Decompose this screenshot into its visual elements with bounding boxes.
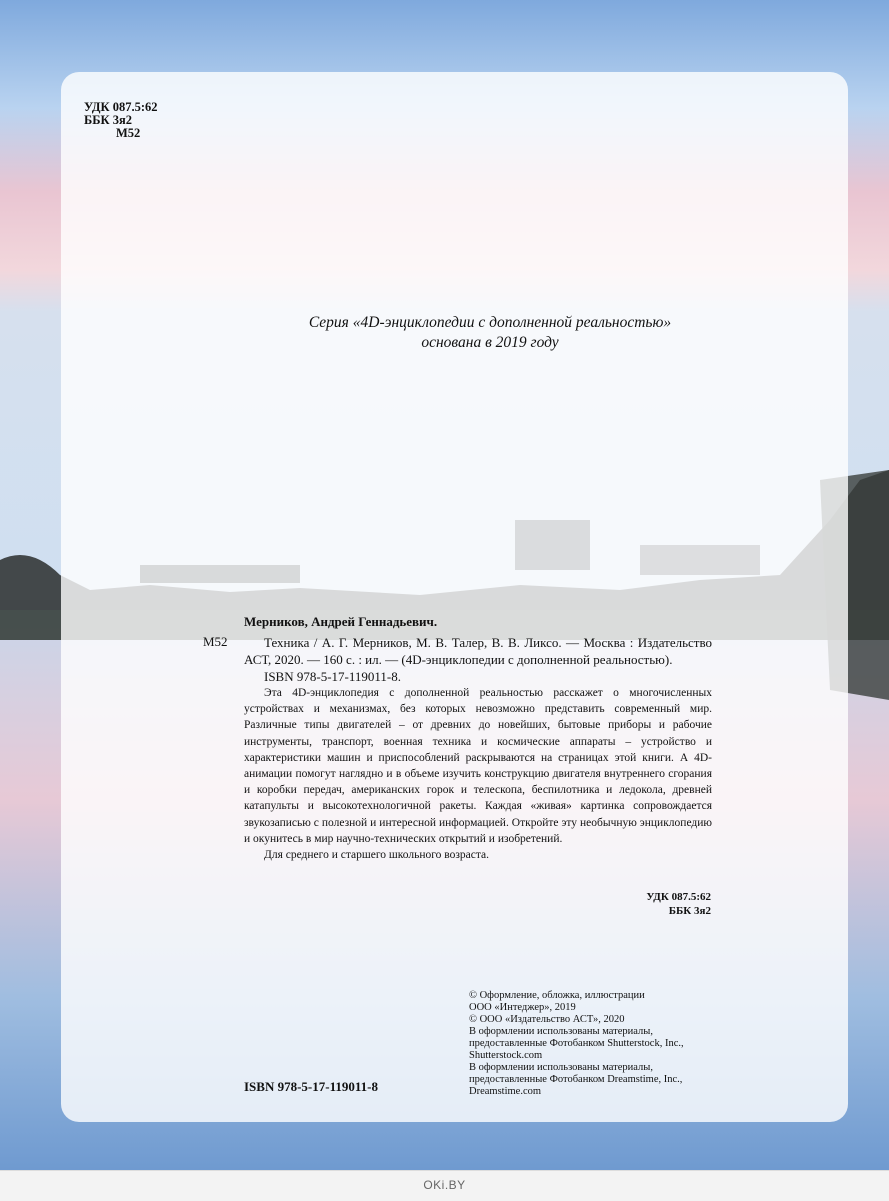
copyright-line: Dreamstime.com (469, 1086, 542, 1097)
title-page-sheet (61, 72, 848, 1122)
header-codes (84, 101, 158, 140)
isbn-bottom: ISBN 978-5-17-119011-8 (244, 1079, 378, 1094)
catalog-codes-right (646, 890, 711, 918)
catalog-author: Мерников, Андрей Геннадьевич. (244, 614, 438, 629)
catalog-annotation: Эта 4D-энциклопедия с дополненной реальностью расскажет о многочисленных устройствах и механизмах, без которых невозможно представить современный мир. Различные типы двигателей – от древних до новейших, бытовые приборы и рабочие инструменты, транспорт, военная техника и космические аппараты – устройство и характеристики машин и приспособлений раскрываются на страницах этой книги. А 4D-анимации помогут наглядно и в объеме изучить конструкцию двигателя внутреннего сгорания и коробки передач, американских горок и телескопа, беспилотника и ледокола, древней катапульты и высокотехнологичной ракеты. Каждая «живая» картинка сопровождается звукозаписью с полезной и интересной информацией. Откройте эту необычную энциклопедию и окунитесь в мир научно-технических открытий и изобретений. (244, 687, 712, 845)
copyright-block (469, 990, 729, 1098)
series-line-2: основана в 2019 году (421, 334, 559, 351)
catalog-udk: УДК 087.5:62 (646, 891, 711, 903)
series-note (170, 313, 810, 353)
udk-code: УДК 087.5:62 (84, 100, 158, 114)
copyright-line: В оформлении использованы материалы, (469, 1026, 653, 1037)
copyright-line: предоставленные Фотобанком Shutterstock, Inc., (469, 1038, 684, 1049)
copyright-line: © ООО «Издательство АСТ», 2020 (469, 1014, 625, 1025)
catalog-code: М52 (203, 634, 228, 649)
copyright-line: В оформлении использованы материалы, (469, 1062, 653, 1073)
catalog-isbn: ISBN 978-5-17-119011-8. (264, 669, 401, 684)
catalog-audience: Для среднего и старшего школьного возраста. (264, 849, 490, 862)
copyright-line: Shutterstock.com (469, 1050, 543, 1061)
author-code: М52 (116, 126, 141, 140)
catalog-entry (244, 634, 712, 863)
catalog-bbk: ББК 3я2 (668, 905, 711, 917)
catalog-title-line: Техника / А. Г. Мерников, М. В. Талер, В. В. Ликсо. — Москва : Издательство АСТ, 2020. — 160 с. : ил. — (4D-энциклопедии с дополненной реальностью). (244, 635, 712, 667)
series-line-1: Серия «4D-энциклопедии с дополненной реальностью» (308, 314, 672, 331)
copyright-line: © Оформление, обложка, иллюстрации (469, 990, 645, 1001)
site-watermark: OKi.BY (0, 1170, 889, 1201)
copyright-line: предоставленные Фотобанком Dreamstime, Inc., (469, 1074, 683, 1085)
bbk-code: ББК 3я2 (84, 113, 132, 127)
copyright-line: ООО «Интеджер», 2019 (469, 1002, 576, 1013)
